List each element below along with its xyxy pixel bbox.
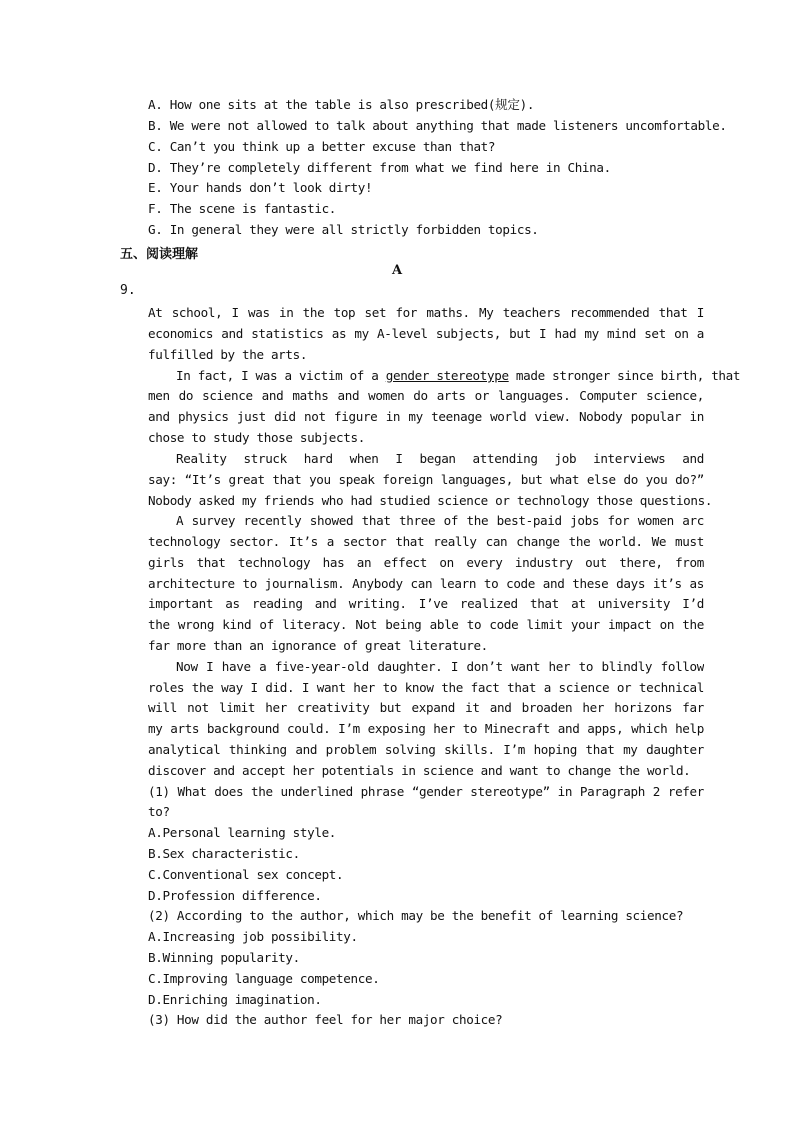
underlined-phrase: gender stereotype <box>385 368 509 383</box>
question-2-choice-a: A.Increasing job possibility. <box>148 929 358 944</box>
option-c: C. Can’t you think up a better excuse than that? <box>148 139 496 154</box>
passage-line: say: “It’s great that you speak foreign languages, but what else do you do?” <box>148 472 704 487</box>
option-e: E. Your hands don’t look dirty! <box>148 180 373 195</box>
passage-line: my arts background could. I’m exposing her to Minecraft and apps, which help <box>148 721 704 736</box>
question-number: 9. <box>120 283 136 298</box>
question-2-choice-b: B.Winning popularity. <box>148 950 300 965</box>
passage-line-underlined <box>176 366 741 387</box>
passage-line: Reality struck hard when I began attending job interviews and <box>176 451 704 466</box>
passage-line: At school, I was in the top set for maths. My teachers recommended that I <box>148 305 704 320</box>
question-1-choice-d: D.Profession difference. <box>148 888 322 903</box>
question-1-choice-c: C.Conventional sex concept. <box>148 867 344 882</box>
option-f: F. The scene is fantastic. <box>148 201 337 216</box>
passage-line: men do science and maths and women do arts or languages. Computer science, <box>148 388 704 403</box>
question-3-stem: (3) How did the author feel for her major choice? <box>148 1012 503 1027</box>
question-1-choice-a: A.Personal learning style. <box>148 825 337 840</box>
passage-line: will not limit her creativity but expand it and broaden her horizons far <box>148 700 704 715</box>
passage-line: chose to study those subjects. <box>148 430 365 445</box>
question-1-choice-b: B.Sex characteristic. <box>148 846 300 861</box>
passage-line: analytical thinking and problem solving skills. I’m hoping that my daughter <box>148 742 704 757</box>
passage-line: far more than an ignorance of great literature. <box>148 638 488 653</box>
option-g: G. In general they were all strictly forbidden topics. <box>148 222 539 237</box>
passage-text: made stronger since birth, that <box>515 368 741 383</box>
passage-text: In fact, I was a victim of a <box>176 368 379 383</box>
passage-line: discover and accept her potentials in science and want to change the world. <box>148 763 691 778</box>
passage-label: A <box>391 263 403 278</box>
passage-line: Nobody asked my friends who had studied science or technology those questions. <box>148 493 713 508</box>
question-2-stem: (2) According to the author, which may be the benefit of learning science? <box>148 908 684 923</box>
passage-line: girls that technology has an effect on every industry out there, from <box>148 555 704 570</box>
passage-line: A survey recently showed that three of the best-paid jobs for women arc <box>176 513 704 528</box>
question-2-choice-d: D.Enriching imagination. <box>148 992 322 1007</box>
passage-line: Now I have a five-year-old daughter. I don’t want her to blindly follow <box>176 659 704 674</box>
passage-line: and physics just did not figure in my teenage world view. Nobody popular in <box>148 409 704 424</box>
passage-line: architecture to journalism. Anybody can learn to code and these days it’s as <box>148 576 704 591</box>
question-2-choice-c: C.Improving language competence. <box>148 971 380 986</box>
passage-line: fulfilled by the arts. <box>148 347 308 362</box>
option-a: A. How one sits at the table is also prescribed(规定). <box>148 97 535 112</box>
question-1-stem-cont: to? <box>148 804 170 819</box>
passage-line: technology sector. It’s a sector that really can change the world. We must <box>148 534 704 549</box>
question-1-stem: (1) What does the underlined phrase “gender stereotype” in Paragraph 2 refer <box>148 784 704 799</box>
section-title: 五、阅读理解 <box>120 247 199 262</box>
option-b: B. We were not allowed to talk about anything that made listeners uncomfortable. <box>148 118 727 133</box>
passage-line: economics and statistics as my A-level subjects, but I had my mind set on a <box>148 326 704 341</box>
option-d: D. They’re completely different from what we find here in China. <box>148 160 611 175</box>
passage-line: important as reading and writing. I’ve realized that at university I’d <box>148 596 704 611</box>
passage-line: roles the way I did. I want her to know the fact that a science or technical <box>148 680 704 695</box>
passage-line: the wrong kind of literacy. Not being able to code limit your impact on the <box>148 617 704 632</box>
